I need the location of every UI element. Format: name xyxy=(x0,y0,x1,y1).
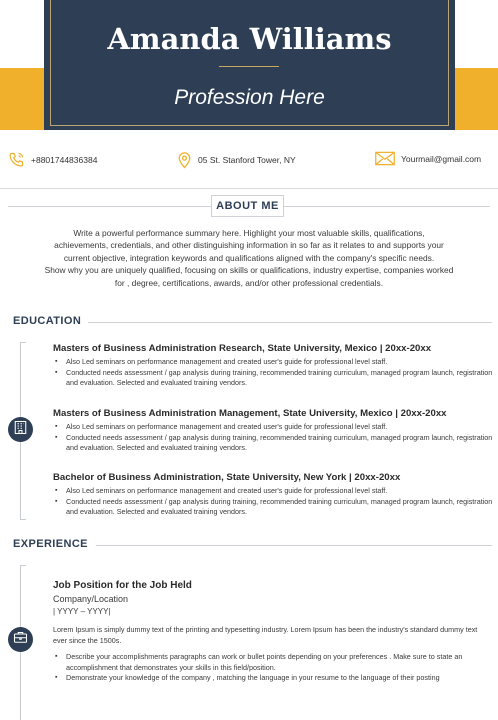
briefcase-icon xyxy=(13,630,28,649)
experience-title: EXPERIENCE xyxy=(13,538,88,550)
mail-icon xyxy=(375,151,401,166)
education-entry xyxy=(53,408,493,454)
summary-line: for , degree, certifications, awards, and/or other professional credentials. xyxy=(114,277,384,288)
summary-line: Write a powerful performance summary here. Highlight your most valuable skills, qualifications, xyxy=(73,228,425,238)
profession-title: Profession Here xyxy=(174,86,325,109)
building-icon xyxy=(13,420,28,440)
education-entry xyxy=(53,472,493,518)
phone-text: +8801744836384 xyxy=(31,154,98,165)
bullet-list xyxy=(53,422,493,454)
bullet-item: ▪ Also Led seminars on performance management and created user's guide for professional level staff. xyxy=(53,357,493,368)
experience-badge xyxy=(8,627,33,652)
job-company: Company/Location xyxy=(53,594,129,604)
about-title: ABOUT ME xyxy=(211,195,284,217)
summary-line: achievements, credentials, and other distinguishing information in so far as it relates to and supports your xyxy=(54,240,444,251)
bullet-list xyxy=(53,486,493,518)
phone-icon xyxy=(8,151,31,168)
timeline-tick xyxy=(20,519,26,520)
bullet-list xyxy=(53,357,493,389)
bullet-item: ▪ Also Led seminars on performance management and created user's guide for professional level staff. xyxy=(53,486,493,497)
bullet-item: ▪ Describe your accomplishments paragraphs can work or bullet points depending on your preferences . Make sure to state an accomplishment that demonstrates your skills in this field/position. xyxy=(53,652,483,673)
bullet-item: ▪ Conducted needs assessment / gap analysis during training, recommended training curriculum, managed program launch, registration and evaluation. Selected and evaluated training vendors. xyxy=(53,433,493,454)
bullet-item: ▪ Also Led seminars on performance management and created user's guide for professional level staff. xyxy=(53,422,493,433)
bullet-list xyxy=(53,652,483,684)
education-title: EDUCATION xyxy=(13,315,82,327)
bullet-item: ▪ Conducted needs assessment / gap analysis during training, recommended training curriculum, managed program launch, registration and evaluation. Selected and evaluated training vendors. xyxy=(53,497,493,518)
education-entry xyxy=(53,343,493,389)
timeline-tick xyxy=(20,342,26,343)
job-title: Job Position for the Job Held xyxy=(53,580,192,591)
experience-entry xyxy=(53,580,493,684)
address-text: 05 St. Stanford Tower, NY xyxy=(198,155,296,165)
education-rule xyxy=(88,322,492,323)
contact-address[interactable] xyxy=(177,151,296,169)
header-banner xyxy=(44,0,455,130)
bullet-item: ▪ Demonstrate your knowledge of the company , matching the language in your resume to the language of their posting xyxy=(53,673,483,684)
experience-rule xyxy=(96,545,492,546)
about-rule-left xyxy=(8,206,211,207)
contact-row xyxy=(0,147,498,179)
job-years: | YYYY – YYYY| xyxy=(53,607,111,616)
summary-line: Show why you are uniquely qualified, focusing on skills or qualifications, industry expertise, companies worked xyxy=(44,265,454,276)
contact-phone[interactable] xyxy=(8,151,97,168)
location-pin-icon xyxy=(177,151,198,169)
degree-title: Masters of Business Administration Research, State University, Mexico | 20xx-20xx xyxy=(53,343,432,354)
email-text: Yourmail@gmail.com xyxy=(401,153,482,164)
about-summary xyxy=(16,227,482,289)
about-rule-right xyxy=(284,206,490,207)
contact-email[interactable] xyxy=(375,151,481,166)
degree-title: Bachelor of Business Administration, State University, New York | 20xx-20xx xyxy=(53,472,401,483)
name-divider xyxy=(219,66,279,67)
education-badge xyxy=(8,417,33,442)
candidate-name: Amanda Williams xyxy=(107,22,392,56)
bullet-item: ▪ Conducted needs assessment / gap analysis during training, recommended training curriculum, managed program launch, registration and evaluation. Selected and evaluated training vendors. xyxy=(53,368,493,389)
about-heading-row xyxy=(0,195,498,217)
timeline-tick xyxy=(20,565,26,566)
job-description: Lorem Ipsum is simply dummy text of the printing and typesetting industry. Lorem Ipsum has been the industry's standard dummy text ever since the 1500s. xyxy=(53,625,478,645)
summary-line: current objective, integration keywords and qualifications aligned with the company's specific needs. xyxy=(63,252,435,263)
degree-title: Masters of Business Administration Management, State University, Mexico | 20xx-20xx xyxy=(53,408,447,419)
contact-divider xyxy=(0,188,498,189)
